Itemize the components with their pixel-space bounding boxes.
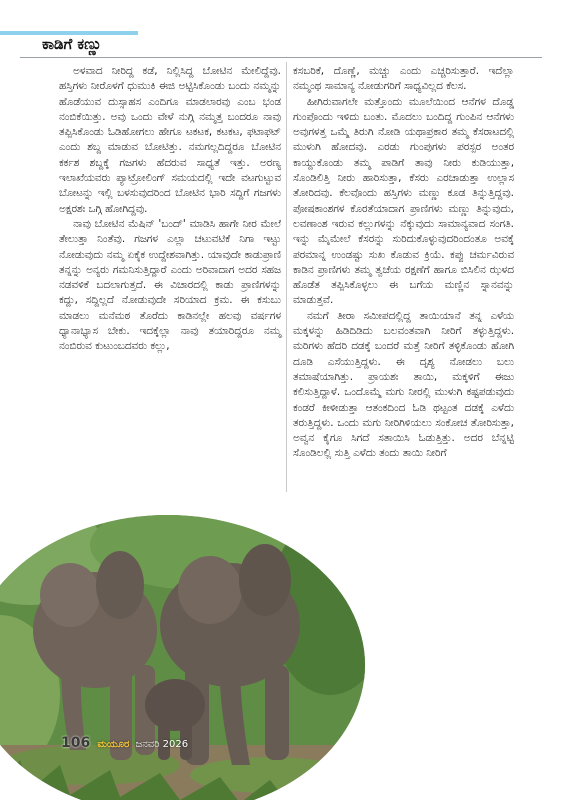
paragraph: ನಮಗೆ ತೀರಾ ಸಮೀಪದಲ್ಲಿದ್ದ ತಾಯಿಯಾನೆ ತನ್ನ ಎಳೆಯ ಮಕ್ಕಳನ್ನು ಹಿಡಿದಿಡಿದು ಬಲವಂತವಾಗಿ ನೀರಿಗೆ ತಳ್ಳುತ್ತಿದ್ದಳು. ಮರಿಗಳು ಹೆದರಿ ದಡಕ್ಕೆ ಬಂದರೆ ಮತ್ತೆ ನೀರಿಗೆ ತಳ್ಳಿಕೊಂಡು ಹೋಗಿ ದೂಡಿ ಎಸೆಯುತ್ತಿದ್ದಳು. ಈ ದೃಶ್ಯ ನೋಡಲು ಬಲು ತಮಾಷೆಯಾಗಿತ್ತು. ಪ್ರಾಯಶಃ ತಾಯಿ, ಮಕ್ಕಳಿಗೆ ಈಜು ಕಲಿಸುತ್ತಿದ್ದಾಳೆ. ಒಂದೊಮ್ಮೆ ಮಗು ನೀರಲ್ಲಿ ಮುಳುಗಿ ಕಷ್ಟಪಡುವುದು ಕಂಡರೆ ಕೀಳೀಡುತ್ತಾ ಆತಂಕದಿಂದ ಓಡಿ ಥಟ್ಟಂತ ದಡಕ್ಕೆ ಎಳೆದು ತರುತ್ತಿದ್ದಳು. ಒಂದು ಮಗು ನೀರಿಗಿಳಿಯಲು ಸಂಕೋಚ ತೋರಿಸುತ್ತಾ, ಅವ್ವನ ಕೈಗೂ ಸಿಗದೆ ಸತಾಯಿಸಿ ಓಡುತ್ತಿತ್ತು. ಅದರ ಬೆನ್ನಟ್ಟಿ ಸೊಂಡಿಲಲ್ಲಿ ಸುತ್ತಿ ಎಳೆದು ತಂದು ತಾಯಿ ನೀರಿಗೆ: [293, 309, 514, 460]
paragraph: ಅಳವಾದ ನೀರಿದ್ದ ಕಡೆ, ನಿಲ್ಲಿಸಿದ್ದ ಬೋಟಿನ ಮೇಲಿದ್ದೆವು. ಹಸ್ತಿಗಳು ನೀರೊಳಗೆ ಧುಮುಕಿ ಈಜಿ ಅಟ್ಟಿಸಿಕೊಂಡು ಬಂದು ನಮ್ಮನ್ನು ಹೊಡೆಯುವ ದುಸ್ಸಾಹಸ ಎಂದಿಗೂ ಮಾಡಲಾರವು ಎಂಬ ಭಂಡ ನಂಬಿಕೆಯಿತ್ತು. ಅವು ಒಂದು ವೇಳೆ ನುಗ್ಗಿ ನಮ್ಮತ್ತ ಬಂದರೂ ನಾವು ತಪ್ಪಿಸಿಕೊಂಡು ಓಡಿಹೋಗಲು ಹೇಗೂ ಟಕಟಕ, ಕಟಕಟ, ಫಟಾಫಟ್ ಎಂದು ಶಬ್ದ ಮಾಡುವ ಬೋಟಿತ್ತು. ನಮಗಲ್ಲದಿದ್ದರೂ ಬೋಟಿನ ಕರ್ಕಶ ಶಬ್ದಕ್ಕೆ ಗಜಗಳು ಹೆದರುವ ಸಾಧ್ಯತೆ ಇತ್ತು. ಅರಣ್ಯ ಇಲಾಖೆಯವರು ಪ್ಯಾಟ್ರೋಲಿಂಗ್ ಸಮಯದಲ್ಲಿ ಇದೇ ವಟಗುಟ್ಟುವ ಬೋಟನ್ನು ಇಲ್ಲಿ ಬಳಸುವುದರಿಂದ ಬೋಟಿನ ಭಾರಿ ಸದ್ದಿಗೆ ಗಜಗಳು ಅಕ್ಷರಶಃ ಒಗ್ಗಿ ಹೋಗಿದ್ದವು.: [59, 65, 281, 215]
article-column-left: [59, 64, 281, 355]
article-column-right: [293, 64, 514, 462]
elephant-photo: [0, 515, 365, 800]
issue-date: ಜನವರಿ 2026: [135, 739, 189, 750]
section-title: ಕಾಡಿಗೆ ಕಣ್ಣು: [42, 35, 102, 53]
column-divider: [286, 62, 287, 492]
magazine-name: ಮಯೂರ: [97, 739, 130, 750]
page-number: 106: [61, 735, 91, 751]
elephant-illustration: [0, 515, 365, 800]
paragraph: ಹೀಗಿರುವಾಗಲೇ ಮತ್ತೊಂದು ಮೂಲೆಯಿಂದ ಆನೆಗಳ ದೊಡ್ಡ ಗುಂಪೊಂದು ಇಳಿದು ಬಂತು. ಮೊದಲು ಬಂದಿದ್ದ ಗುಂಪಿನ ಆನೆಗಳು ಅವುಗಳತ್ತ ಒಮ್ಮೆ ತಿರುಗಿ ನೋಡಿ ಯಥಾಪ್ರಕಾರ ತಮ್ಮ ಕೆಸರಾಟದಲ್ಲಿ ಮುಳುಗಿ ಹೋದವು. ಎರಡು ಗುಂಪುಗಳು ಪರಸ್ಪರ ಅಂತರ ಕಾಯ್ದುಕೊಂಡು ತಮ್ಮ ಪಾಡಿಗೆ ತಾವು ನೀರು ಕುಡಿಯುತ್ತಾ, ಸೊಂಡಿಲಿತ್ತಿ ನೀರು ಹಾರಿಸುತ್ತಾ, ಕೆಸರು ಎರಚಾಡುತ್ತಾ ಉಲ್ಲಾಸ ತೋರಿದವು. ಕೆಲವೊಂದು ಹಸ್ತಿಗಳು ಮಣ್ಣು ಕೂಡ ತಿನ್ನುತ್ತಿದ್ದವು. ಪೋಷಕಾಂಶಗಳ ಕೊರತೆಯಾದಾಗ ಪ್ರಾಣಿಗಳು ಮಣ್ಣು ತಿನ್ನುವುದು, ಲವಣಾಂಶ ಇರುವ ಕಲ್ಲುಗಳನ್ನು ನೆಕ್ಕುವುದು ಸಾಮಾನ್ಯವಾದ ಸಂಗತಿ. ಇನ್ನು ಮೈಮೇಲೆ ಕೆಸರನ್ನು ಸುರಿದುಕೊಳ್ಳುವುದರಿಂದಂತೂ ಅವಕ್ಕೆ ಪರಮಾನ್ನ ಉಂಡಷ್ಟು ಸುಖ ಕೊಡುವ ಕ್ರಿಯೆ. ಕಪ್ಪು ಚರ್ಮವಿರುವ ಕಾಡಿನ ಪ್ರಾಣಿಗಳು ತಮ್ಮ ತ್ವಚೆಯ ರಕ್ಷಣೆಗೆ ಹಾಗೂ ಬಿಸಿಲಿನ ಝಳದ ಹೊಡೆತ ತಪ್ಪಿಸಿಕೊಳ್ಳಲು ಈ ಬಗೆಯ ಮಣ್ಣಿನ ಸ್ನಾನವನ್ನು ಮಾಡುತ್ತವೆ.: [293, 95, 514, 307]
header-divider: [20, 57, 542, 58]
paragraph: ಕಸಬರಿಕೆ, ದೊಣ್ಣೆ, ಮಚ್ಚು ಎಂದು ಎಚ್ಚರಿಸುತ್ತಾರೆ. ಇದೆಲ್ಲಾ ನಮ್ಮಂಥ ಸಾಮಾನ್ಯ ನೋಡುಗರಿಗೆ ಸಾಧ್ಯವಿಲ್ಲದ ಕೆಲಸ.: [293, 65, 514, 93]
paragraph: ನಾವು ಬೋಟಿನ ಮೆಷಿನ್ 'ಬಂದ್' ಮಾಡಿಸಿ ಹಾಗೇ ನೀರ ಮೇಲೆ ತೇಲುತ್ತಾ ನಿಂತೆವು. ಗಜಗಳ ಎಲ್ಲಾ ಚಟುವಟಿಕೆ ನಿಗಾ ಇಟ್ಟು ನೋಡುವುದು ನಮ್ಮ ಏಕೈಕ ಉದ್ದೇಶವಾಗಿತ್ತು. ಯಾವುದೇ ಕಾಡುಪ್ರಾಣಿ ತನ್ನನ್ನು ಅನ್ಯರು ಗಮನಿಸುತ್ತಿದ್ದಾರೆ ಎಂದು ಅರಿವಾದಾಗ ಅದರ ಸಹಜ ನಡವಳಿಕೆ ಬದಲಾಗುತ್ತದೆ. ಈ ವಿಚಾರದಲ್ಲಿ ಕಾಡು ಪ್ರಾಣಿಗಳನ್ನು ಕದ್ದು, ಸದ್ದಿಲ್ಲದೆ ನೋಡುವುದೇ ಸರಿಯಾದ ಕ್ರಮ. ಈ ಕಸುಬು ಮಾಡಲು ಮನೆಮಠ ತೊರೆದು ಕಾಡಿನಲ್ಲೇ ಹಲವು ವರ್ಷಗಳ ಧ್ಯಾನಾಭ್ಯಾಸ ಬೇಕು. ಇದಕ್ಕೆಲ್ಲಾ ನಾವು ತಯಾರಿದ್ದರೂ ನಮ್ಮ ನಂಬಿರುವ ಕುಟುಂಬದವರು ಕಲ್ಲು,: [59, 217, 281, 353]
page-folio: [61, 735, 188, 751]
